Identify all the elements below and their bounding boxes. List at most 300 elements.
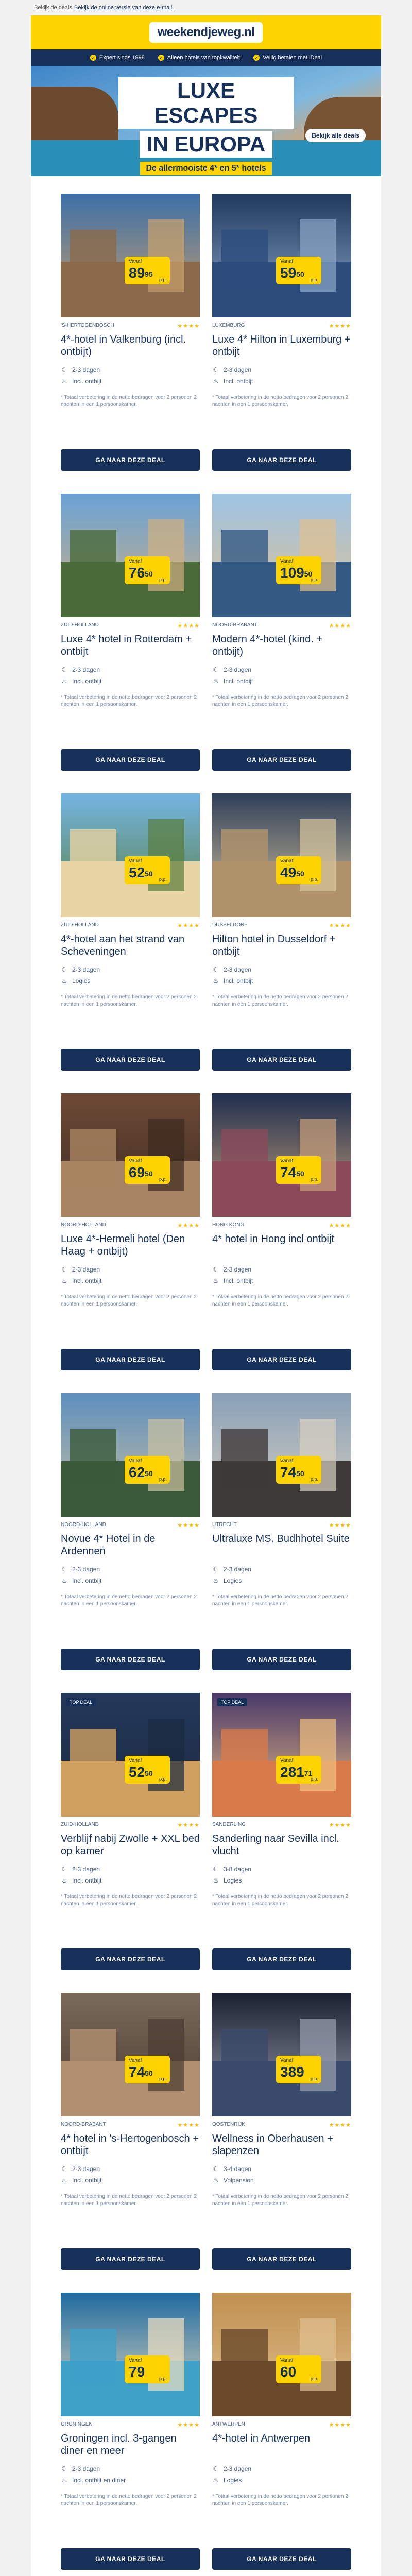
price-cents: 71 <box>304 1769 313 1777</box>
deal-facts <box>61 366 200 385</box>
deal-button[interactable]: GA NAAR DEZE DEAL <box>212 2248 351 2270</box>
deal-meta <box>212 2122 351 2128</box>
price-amount <box>129 265 153 281</box>
deal-photo[interactable] <box>61 494 200 617</box>
deal-card[interactable] <box>212 1993 351 2293</box>
deal-nights: 2-3 dagen <box>72 2165 100 2173</box>
price-amount <box>129 1164 153 1181</box>
deal-nights-row <box>212 1866 351 1873</box>
deal-card[interactable] <box>61 1093 200 1393</box>
price-per-person: p.p. <box>159 2376 167 2381</box>
deal-title[interactable]: Verblijf nabij Zwolle + XXL bed op kamer <box>61 1833 200 1857</box>
price-label: Vanaf <box>280 1458 294 1464</box>
cutlery-icon: ♨ <box>61 378 67 385</box>
cutlery-icon: ♨ <box>61 2177 67 2184</box>
deal-nights: 2-3 dagen <box>224 1266 252 1273</box>
hero-title-line-1: LUXE ESCAPES <box>118 77 294 129</box>
price-label: Vanaf <box>129 1458 142 1464</box>
price-euros: 389 <box>280 2064 304 2080</box>
deal-photo[interactable] <box>61 2293 200 2416</box>
hero-cta-button[interactable]: Bekijk alle deals <box>305 129 366 142</box>
deal-board: Incl. ontbijt <box>72 677 102 685</box>
deal-location: SANDERLING <box>212 1822 246 1827</box>
deal-button[interactable]: GA NAAR DEZE DEAL <box>61 1049 200 1071</box>
deal-card[interactable] <box>212 793 351 1093</box>
email-body <box>31 15 381 2576</box>
photo-building <box>70 829 116 886</box>
price-cents: 95 <box>145 270 153 278</box>
deal-location: ZUID-HOLLAND <box>61 1822 99 1827</box>
price-euros: 89 <box>129 265 145 281</box>
price-label: Vanaf <box>129 2358 142 2363</box>
photo-building <box>70 1429 116 1486</box>
deal-title[interactable]: Modern 4*-hotel (kind. + ontbijt) <box>212 634 323 657</box>
deal-button[interactable]: GA NAAR DEZE DEAL <box>212 749 351 771</box>
deal-card[interactable] <box>61 1693 200 1993</box>
deal-board-row <box>61 1877 200 1884</box>
price-tag <box>125 1156 170 1184</box>
deal-board: Incl. ontbijt <box>72 1277 102 1284</box>
price-tag <box>276 1456 321 1484</box>
deal-button[interactable]: GA NAAR DEZE DEAL <box>61 1948 200 1970</box>
price-label: Vanaf <box>280 1758 294 1764</box>
deal-board-row <box>212 1577 351 1584</box>
deal-board-row <box>212 977 351 985</box>
deal-meta <box>61 1522 200 1529</box>
moon-icon: ☾ <box>61 2165 67 2173</box>
deal-meta <box>212 2421 351 2428</box>
deal-stars: ★★★★ <box>329 623 351 629</box>
cutlery-icon: ♨ <box>61 977 67 985</box>
deal-board: Incl. ontbijt <box>224 1277 253 1284</box>
deal-facts <box>61 1866 200 1884</box>
deal-button[interactable]: GA NAAR DEZE DEAL <box>61 749 200 771</box>
deal-title[interactable]: 4* hotel in 's-Hertogenbosch + ontbijt <box>61 2133 199 2157</box>
deal-photo[interactable] <box>212 1993 351 2116</box>
price-label: Vanaf <box>129 858 142 864</box>
deal-fineprint: * Totaal verbetering in de netto bedragen voor 2 personen 2 nachten in een 1 persoonskamer. <box>212 395 348 408</box>
check-icon: ✓ <box>90 55 96 61</box>
deal-stars: ★★★★ <box>329 323 351 329</box>
price-label: Vanaf <box>129 259 142 264</box>
price-tag <box>125 257 170 284</box>
deal-stars: ★★★★ <box>177 2122 200 2128</box>
cutlery-icon: ♨ <box>213 677 219 685</box>
deal-board: Incl. ontbijt <box>224 378 253 385</box>
price-per-person: p.p. <box>159 277 167 282</box>
deal-stars: ★★★★ <box>329 1223 351 1229</box>
deal-board-row <box>212 378 351 385</box>
logo[interactable]: weekendjeweg.nl <box>149 22 263 43</box>
deal-card[interactable] <box>212 1393 351 1693</box>
price-per-person: p.p. <box>310 277 318 282</box>
deal-facts <box>212 1866 351 1884</box>
deal-nights-row <box>61 2465 200 2472</box>
deal-fineprint: * Totaal verbetering in de netto bedragen voor 2 personen 2 nachten in een 1 persoonskamer. <box>61 2494 197 2506</box>
deal-board: Volpension <box>224 2177 254 2184</box>
deal-board: Incl. ontbijt <box>224 677 253 685</box>
deal-stars: ★★★★ <box>329 2122 351 2128</box>
deal-location: LUXEMBURG <box>212 323 245 328</box>
price-label: Vanaf <box>129 558 142 564</box>
deal-photo[interactable] <box>61 194 200 317</box>
deal-photo[interactable] <box>61 1393 200 1517</box>
deal-nights-row <box>61 1266 200 1273</box>
price-cents: 50 <box>296 1469 304 1478</box>
deal-button[interactable]: GA NAAR DEZE DEAL <box>212 1948 351 1970</box>
deal-title[interactable]: Novue 4* Hotel in de Ardennen <box>61 1533 156 1557</box>
deal-nights: 2-3 dagen <box>72 2465 100 2472</box>
photo-building <box>221 230 268 286</box>
deal-board-row <box>212 1277 351 1284</box>
deal-meta <box>61 1822 200 1828</box>
deal-nights-row <box>212 666 351 673</box>
deal-board-row <box>61 977 200 985</box>
price-cents: 50 <box>296 870 304 878</box>
deal-card[interactable] <box>212 2293 351 2576</box>
deal-fineprint: * Totaal verbetering in de netto bedragen voor 2 personen 2 nachten in een 1 persoonskamer. <box>61 1594 197 1607</box>
deal-fineprint: * Totaal verbetering in de netto bedragen voor 2 personen 2 nachten in een 1 persoonskamer. <box>212 2494 348 2506</box>
price-amount <box>280 265 304 281</box>
price-tag <box>276 1156 321 1184</box>
online-version-link[interactable]: Bekijk de online versie van deze e-mail. <box>74 5 174 11</box>
deal-title[interactable]: Luxe 4* Hilton in Luxemburg + ontbijt <box>212 334 351 358</box>
deal-location: ANTWERPEN <box>212 2421 245 2427</box>
price-label: Vanaf <box>280 259 294 264</box>
deal-board-row <box>61 1277 200 1284</box>
usp-text: Alleen hotels van topkwaliteit <box>167 55 241 61</box>
deal-grid <box>31 176 381 2576</box>
deal-board: Incl. ontbijt <box>224 977 253 985</box>
deal-card[interactable] <box>212 494 351 793</box>
deal-board: Logies <box>224 2477 242 2484</box>
deal-card[interactable] <box>212 1093 351 1393</box>
deal-fineprint: * Totaal verbetering in de netto bedragen voor 2 personen 2 nachten in een 1 persoonskamer. <box>61 994 197 1007</box>
deal-nights-row <box>61 1866 200 1873</box>
deal-nights-row <box>61 366 200 374</box>
price-euros: 74 <box>280 1164 297 1180</box>
price-amount <box>129 2364 145 2380</box>
hero-banner[interactable] <box>31 66 381 176</box>
deal-button[interactable]: GA NAAR DEZE DEAL <box>61 1349 200 1370</box>
price-per-person: p.p. <box>159 1177 167 1182</box>
price-label: Vanaf <box>280 858 294 864</box>
deal-board-row <box>61 677 200 685</box>
deal-location: UTRECHT <box>212 1522 237 1528</box>
deal-fineprint: * Totaal verbetering in de netto bedragen voor 2 personen 2 nachten in een 1 persoonskamer. <box>212 1594 348 1607</box>
price-tag <box>276 257 321 284</box>
deal-facts <box>61 2165 200 2184</box>
deal-nights: 2-3 dagen <box>224 1566 252 1573</box>
deal-photo[interactable] <box>61 1993 200 2116</box>
deal-location: NOORD-HOLLAND <box>61 1222 106 1228</box>
moon-icon: ☾ <box>61 1566 67 1573</box>
deal-nights-row <box>61 1566 200 1573</box>
photo-building <box>221 530 268 586</box>
deal-photo[interactable] <box>212 1093 351 1217</box>
price-euros: 59 <box>280 265 297 281</box>
moon-icon: ☾ <box>213 1266 219 1273</box>
deal-photo[interactable] <box>61 793 200 917</box>
check-icon: ✓ <box>158 55 164 61</box>
price-label: Vanaf <box>280 2358 294 2363</box>
deal-title[interactable]: Ultraluxe MS. Budhhotel Suite <box>212 1533 350 1545</box>
deal-fineprint: * Totaal verbetering in de netto bedragen voor 2 personen 2 nachten in een 1 persoonskamer. <box>212 1294 348 1307</box>
price-cents: 50 <box>145 870 153 878</box>
deal-fineprint: * Totaal verbetering in de netto bedragen voor 2 personen 2 nachten in een 1 persoonskamer. <box>61 1894 197 1907</box>
price-tag <box>276 556 321 584</box>
moon-icon: ☾ <box>213 666 219 673</box>
cutlery-icon: ♨ <box>213 1577 219 1584</box>
deal-fineprint: * Totaal verbetering in de netto bedragen voor 2 personen 2 nachten in een 1 persoonskamer. <box>212 1894 348 1907</box>
deal-meta <box>61 922 200 929</box>
deal-label: TOP DEAL <box>66 1698 96 1706</box>
deal-card[interactable] <box>212 1693 351 1993</box>
cutlery-icon: ♨ <box>213 1277 219 1284</box>
deal-photo[interactable] <box>61 1093 200 1217</box>
price-euros: 79 <box>129 2364 145 2380</box>
price-euros: 52 <box>129 865 145 880</box>
deal-photo[interactable] <box>61 1693 200 1817</box>
usp-item <box>158 55 240 61</box>
deal-location: HONG KONG <box>212 1222 245 1228</box>
photo-building <box>70 230 116 286</box>
deal-nights-row <box>212 1266 351 1273</box>
deal-nights: 2-3 dagen <box>224 2465 252 2472</box>
deal-title[interactable]: 4*-hotel in Antwerpen <box>212 2433 311 2444</box>
deal-card[interactable] <box>61 2293 200 2576</box>
deal-card[interactable] <box>61 793 200 1093</box>
deal-card[interactable] <box>61 1393 200 1693</box>
deal-board-row <box>61 2477 200 2484</box>
deal-board-row <box>61 2177 200 2184</box>
deal-nights-row <box>61 2165 200 2173</box>
deal-nights: 2-3 dagen <box>72 666 100 673</box>
deal-nights-row <box>212 1566 351 1573</box>
deal-meta <box>212 1822 351 1828</box>
check-icon: ✓ <box>253 55 260 61</box>
price-per-person: p.p. <box>159 1477 167 1482</box>
deal-nights-row <box>61 966 200 973</box>
deal-photo[interactable] <box>212 2293 351 2416</box>
moon-icon: ☾ <box>213 2165 219 2173</box>
price-cents: 50 <box>296 270 304 278</box>
deal-stars: ★★★★ <box>177 1522 200 1529</box>
deal-card[interactable] <box>212 194 351 494</box>
price-amount <box>129 565 153 581</box>
photo-building <box>221 829 268 886</box>
deal-nights: 2-3 dagen <box>72 1266 100 1273</box>
deal-button[interactable]: GA NAAR DEZE DEAL <box>212 1049 351 1071</box>
deal-board-row <box>212 2177 351 2184</box>
moon-icon: ☾ <box>213 2465 219 2472</box>
deal-photo[interactable] <box>212 194 351 317</box>
deal-facts <box>212 1566 351 1584</box>
deal-meta <box>212 1522 351 1529</box>
price-label: Vanaf <box>280 2058 294 2063</box>
price-per-person: p.p. <box>159 1776 167 1782</box>
deal-board-row <box>212 1877 351 1884</box>
deal-photo[interactable] <box>212 793 351 917</box>
deal-board: Logies <box>72 977 91 985</box>
price-cents: 50 <box>145 1170 153 1178</box>
deal-fineprint: * Totaal verbetering in de netto bedragen voor 2 personen 2 nachten in een 1 persoonskamer. <box>61 2194 197 2207</box>
price-tag <box>276 856 321 884</box>
deal-location: ZUID-HOLLAND <box>61 622 99 628</box>
price-label: Vanaf <box>280 1158 294 1164</box>
cutlery-icon: ♨ <box>213 1877 219 1884</box>
deal-nights: 3-8 dagen <box>224 1866 252 1873</box>
cutlery-icon: ♨ <box>213 378 219 385</box>
deal-location: NOORD-BRABANT <box>212 622 258 628</box>
deal-board-row <box>212 677 351 685</box>
deal-photo[interactable] <box>212 1393 351 1517</box>
price-euros: 109 <box>280 565 304 581</box>
deal-title[interactable]: Wellness in Oberhausen + slapenzen <box>212 2133 333 2157</box>
moon-icon: ☾ <box>61 366 67 374</box>
deal-button[interactable]: GA NAAR DEZE DEAL <box>212 2548 351 2570</box>
deal-title[interactable]: Hilton hotel in Dusseldorf + ontbijt <box>212 934 336 957</box>
deal-board: Incl. ontbijt en diner <box>72 2477 126 2484</box>
preheader-text: Bekijk de deals <box>34 5 72 11</box>
deal-stars: ★★★★ <box>177 1223 200 1229</box>
deal-button[interactable]: GA NAAR DEZE DEAL <box>61 2548 200 2570</box>
price-per-person: p.p. <box>310 1477 318 1482</box>
deal-button[interactable]: GA NAAR DEZE DEAL <box>212 449 351 471</box>
deal-button[interactable]: GA NAAR DEZE DEAL <box>212 1649 351 1670</box>
deal-fineprint: * Totaal verbetering in de netto bedragen voor 2 personen 2 nachten in een 1 persoonskamer. <box>212 694 348 707</box>
deal-nights: 2-3 dagen <box>72 966 100 973</box>
deal-location: NOORD-BRABANT <box>61 2122 106 2127</box>
deal-title[interactable]: 4*-hotel in Valkenburg (incl. ontbijt) <box>61 334 186 358</box>
price-per-person: p.p. <box>159 577 167 582</box>
price-cents: 50 <box>145 1469 153 1478</box>
deal-button[interactable]: GA NAAR DEZE DEAL <box>212 1349 351 1370</box>
deal-stars: ★★★★ <box>177 623 200 629</box>
price-tag <box>125 856 170 884</box>
price-euros: 62 <box>129 1464 145 1480</box>
deal-title[interactable]: 4*-hotel aan het strand van Scheveningen <box>61 934 185 957</box>
price-per-person: p.p. <box>159 877 167 882</box>
deal-card[interactable] <box>61 494 200 793</box>
brand-bar <box>31 15 381 49</box>
deal-card[interactable] <box>61 1993 200 2293</box>
price-per-person: p.p. <box>310 1177 318 1182</box>
moon-icon: ☾ <box>213 366 219 374</box>
price-cents: 50 <box>145 1769 153 1777</box>
price-amount <box>280 2064 304 2080</box>
price-per-person: p.p. <box>159 2076 167 2081</box>
deal-nights-row <box>61 666 200 673</box>
deal-meta <box>212 622 351 629</box>
usp-item <box>253 55 322 61</box>
price-amount <box>280 1164 304 1181</box>
deal-location: GRONINGEN <box>61 2421 93 2427</box>
deal-button[interactable]: GA NAAR DEZE DEAL <box>61 1649 200 1670</box>
deal-nights: 2-3 dagen <box>72 1866 100 1873</box>
deal-title[interactable]: Groningen incl. 3-gangen diner en meer <box>61 2433 177 2456</box>
deal-photo[interactable] <box>212 1693 351 1817</box>
deal-button[interactable]: GA NAAR DEZE DEAL <box>61 449 200 471</box>
deal-board: Incl. ontbijt <box>72 1577 102 1584</box>
price-amount <box>129 865 153 881</box>
deal-facts <box>212 366 351 385</box>
deal-nights-row <box>212 966 351 973</box>
hero-subtitle: De allermooiste 4* en 5* hotels <box>140 162 272 175</box>
hero-title-line-2: IN EUROPA <box>140 131 272 158</box>
price-amount <box>129 1464 153 1481</box>
price-tag <box>125 1756 170 1784</box>
price-amount <box>280 2364 296 2380</box>
price-per-person: p.p. <box>310 877 318 882</box>
deal-title[interactable]: 4* hotel in Hong incl ontbijt <box>212 1233 334 1245</box>
deal-nights-row <box>212 2465 351 2472</box>
price-label: Vanaf <box>280 558 294 564</box>
price-euros: 74 <box>129 2064 145 2080</box>
usp-text: Expert sinds 1998 <box>99 55 145 61</box>
deal-title[interactable]: Luxe 4* hotel in Rotterdam + ontbijt <box>61 634 192 657</box>
deal-button[interactable]: GA NAAR DEZE DEAL <box>61 2248 200 2270</box>
price-euros: 52 <box>129 1764 145 1780</box>
deal-fineprint: * Totaal verbetering in de netto bedragen voor 2 personen 2 nachten in een 1 persoonskamer. <box>212 994 348 1007</box>
photo-building <box>221 1429 268 1486</box>
price-label: Vanaf <box>129 1758 142 1764</box>
deal-board-row <box>212 2477 351 2484</box>
cutlery-icon: ♨ <box>61 1877 67 1884</box>
price-tag <box>125 1456 170 1484</box>
price-tag <box>125 2355 170 2383</box>
price-amount <box>280 1764 312 1781</box>
deal-photo[interactable] <box>212 494 351 617</box>
deal-title[interactable]: Luxe 4*-Hermeli hotel (Den Haag + ontbijt) <box>61 1233 185 1257</box>
price-cents: 50 <box>145 570 153 578</box>
deal-board-row <box>61 378 200 385</box>
price-euros: 69 <box>129 1164 145 1180</box>
deal-facts <box>61 2465 200 2484</box>
deal-stars: ★★★★ <box>177 2422 200 2428</box>
deal-title[interactable]: Sanderling naar Sevilla incl. vlucht <box>212 1833 339 1857</box>
price-tag <box>125 2056 170 2083</box>
cutlery-icon: ♨ <box>213 2177 219 2184</box>
preheader <box>0 0 412 15</box>
deal-card[interactable] <box>61 194 200 494</box>
deal-stars: ★★★★ <box>329 1522 351 1529</box>
usp-bar <box>31 49 381 66</box>
deal-meta <box>212 323 351 329</box>
deal-fineprint: * Totaal verbetering in de netto bedragen voor 2 personen 2 nachten in een 1 persoonskamer. <box>212 2194 348 2207</box>
deal-location: NOORD-HOLLAND <box>61 1522 106 1528</box>
deal-board-row <box>61 1577 200 1584</box>
price-cents: 50 <box>304 570 313 578</box>
deal-location: DUSSELDORF <box>212 922 248 928</box>
price-euros: 49 <box>280 865 297 880</box>
deal-nights: 2-3 dagen <box>224 366 252 374</box>
price-amount <box>129 2064 153 2080</box>
price-per-person: p.p. <box>310 1776 318 1782</box>
deal-location: OOSTENRIJK <box>212 2122 245 2127</box>
price-label: Vanaf <box>129 2058 142 2063</box>
deal-facts <box>212 2465 351 2484</box>
moon-icon: ☾ <box>61 966 67 973</box>
deal-fineprint: * Totaal verbetering in de netto bedragen voor 2 personen 2 nachten in een 1 persoonskamer. <box>61 395 197 408</box>
deal-nights: 3-4 dagen <box>224 2165 252 2173</box>
deal-meta <box>61 622 200 629</box>
moon-icon: ☾ <box>61 1266 67 1273</box>
photo-building <box>70 1729 116 1786</box>
price-euros: 76 <box>129 565 145 581</box>
price-euros: 281 <box>280 1764 304 1780</box>
deal-nights: 2-3 dagen <box>224 966 252 973</box>
